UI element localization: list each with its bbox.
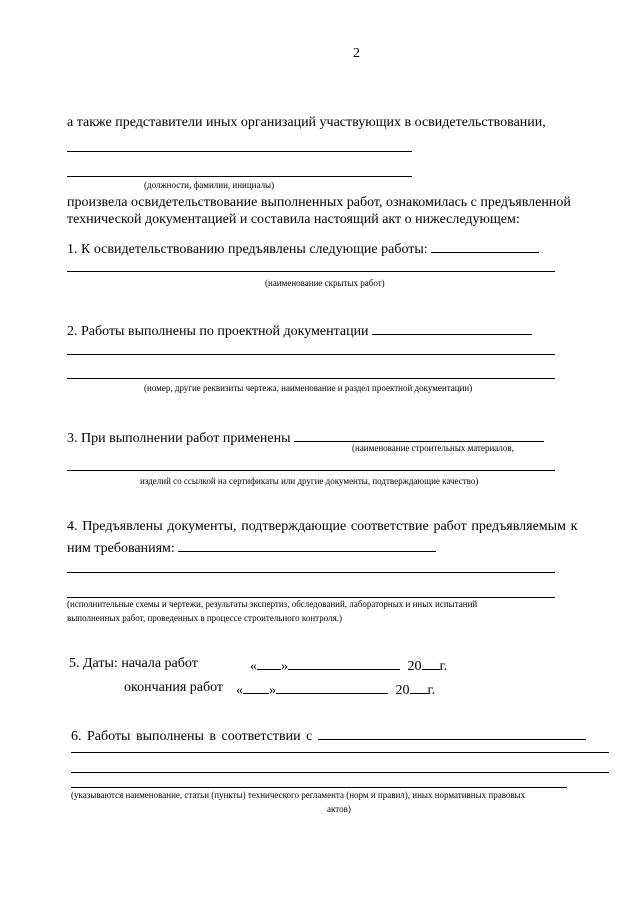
item1-caption: (наименование скрытых работ)	[265, 278, 385, 288]
intro-text: а также представители иных организаций участвующих в освидетельствовании,	[67, 115, 546, 130]
year-prefix: 20	[407, 659, 422, 674]
quote-open: «	[250, 659, 257, 674]
blank-field[interactable]	[294, 429, 544, 442]
month-field[interactable]	[288, 657, 400, 670]
blank-field[interactable]	[431, 240, 539, 253]
blank-line[interactable]	[67, 271, 555, 272]
blank-field[interactable]	[372, 322, 532, 335]
blank-line[interactable]	[67, 378, 555, 379]
blank-line[interactable]	[67, 572, 555, 573]
item4-label: ним требованиям:	[67, 541, 175, 556]
body-text-line: технической документацией и составила настоящий акт о нижеследующем:	[67, 212, 520, 227]
quote-open: «	[236, 683, 243, 698]
item2-caption: (номер, другие реквизиты чертежа, наименование и раздел проектной документации)	[144, 383, 473, 393]
item4-text-line2	[67, 539, 436, 556]
item2-label: 2. Работы выполнены по проектной документации	[67, 324, 369, 339]
blank-line[interactable]	[71, 787, 567, 788]
quote-close: »	[281, 659, 288, 674]
blank-line[interactable]	[67, 176, 412, 177]
day-field[interactable]	[257, 657, 281, 670]
item3-label: 3. При выполнении работ применены	[67, 431, 291, 446]
item5-end-label: окончания работ	[124, 680, 224, 695]
item3-caption-b: изделий со ссылкой на сертификаты или другие документы, подтверждающие качество)	[140, 476, 479, 486]
item5-end-date	[236, 681, 435, 698]
blank-line[interactable]	[67, 597, 555, 598]
blank-field[interactable]	[178, 539, 436, 552]
item5-start-label: 5. Даты: начала работ	[69, 656, 198, 671]
year-suffix: г.	[439, 659, 448, 674]
item6-label: 6. Работы выполнены в соответствии с	[71, 729, 313, 744]
blank-line[interactable]	[67, 470, 555, 471]
blank-field[interactable]	[318, 727, 586, 740]
item5-start-date	[250, 657, 447, 674]
year-field[interactable]	[422, 657, 440, 670]
blank-line[interactable]	[67, 354, 555, 355]
item6-caption-line2: актов)	[327, 804, 351, 814]
quote-close: »	[269, 683, 276, 698]
day-field[interactable]	[243, 681, 269, 694]
year-suffix: г.	[427, 683, 436, 698]
blank-line[interactable]	[67, 151, 412, 152]
item1-text	[67, 240, 539, 257]
item6-text	[71, 727, 586, 744]
year-prefix: 20	[395, 683, 410, 698]
item2-text	[67, 322, 532, 339]
item6-caption-line1: (указываются наименование, статьи (пункты) технического регламента (норм и правил), иных нормативных правовых	[71, 790, 526, 800]
item4-text-line1: 4. Предъявлены документы, подтверждающие соответствие работ предъявляемым к	[67, 519, 578, 534]
body-text-line: произвела освидетельствование выполненных работ, ознакомилась с предъявленной	[67, 195, 571, 210]
item1-label: 1. К освидетельствованию предъявлены следующие работы:	[67, 242, 428, 257]
item4-caption-line1: (исполнительные схемы и чертежи, результаты экспертиз, обследований, лабораторных и иных испытаний	[67, 599, 478, 609]
item4-caption-line2: выполненных работ, проведенных в процессе строительного контроля.)	[67, 613, 342, 623]
year-field[interactable]	[410, 681, 428, 694]
intro-caption: (должности, фамилии, инициалы)	[144, 180, 275, 190]
month-field[interactable]	[276, 681, 388, 694]
blank-line[interactable]	[71, 772, 609, 773]
page-number: 2	[353, 46, 360, 61]
item3-caption-a: (наименование строительных материалов,	[352, 443, 514, 453]
blank-line[interactable]	[71, 752, 609, 753]
